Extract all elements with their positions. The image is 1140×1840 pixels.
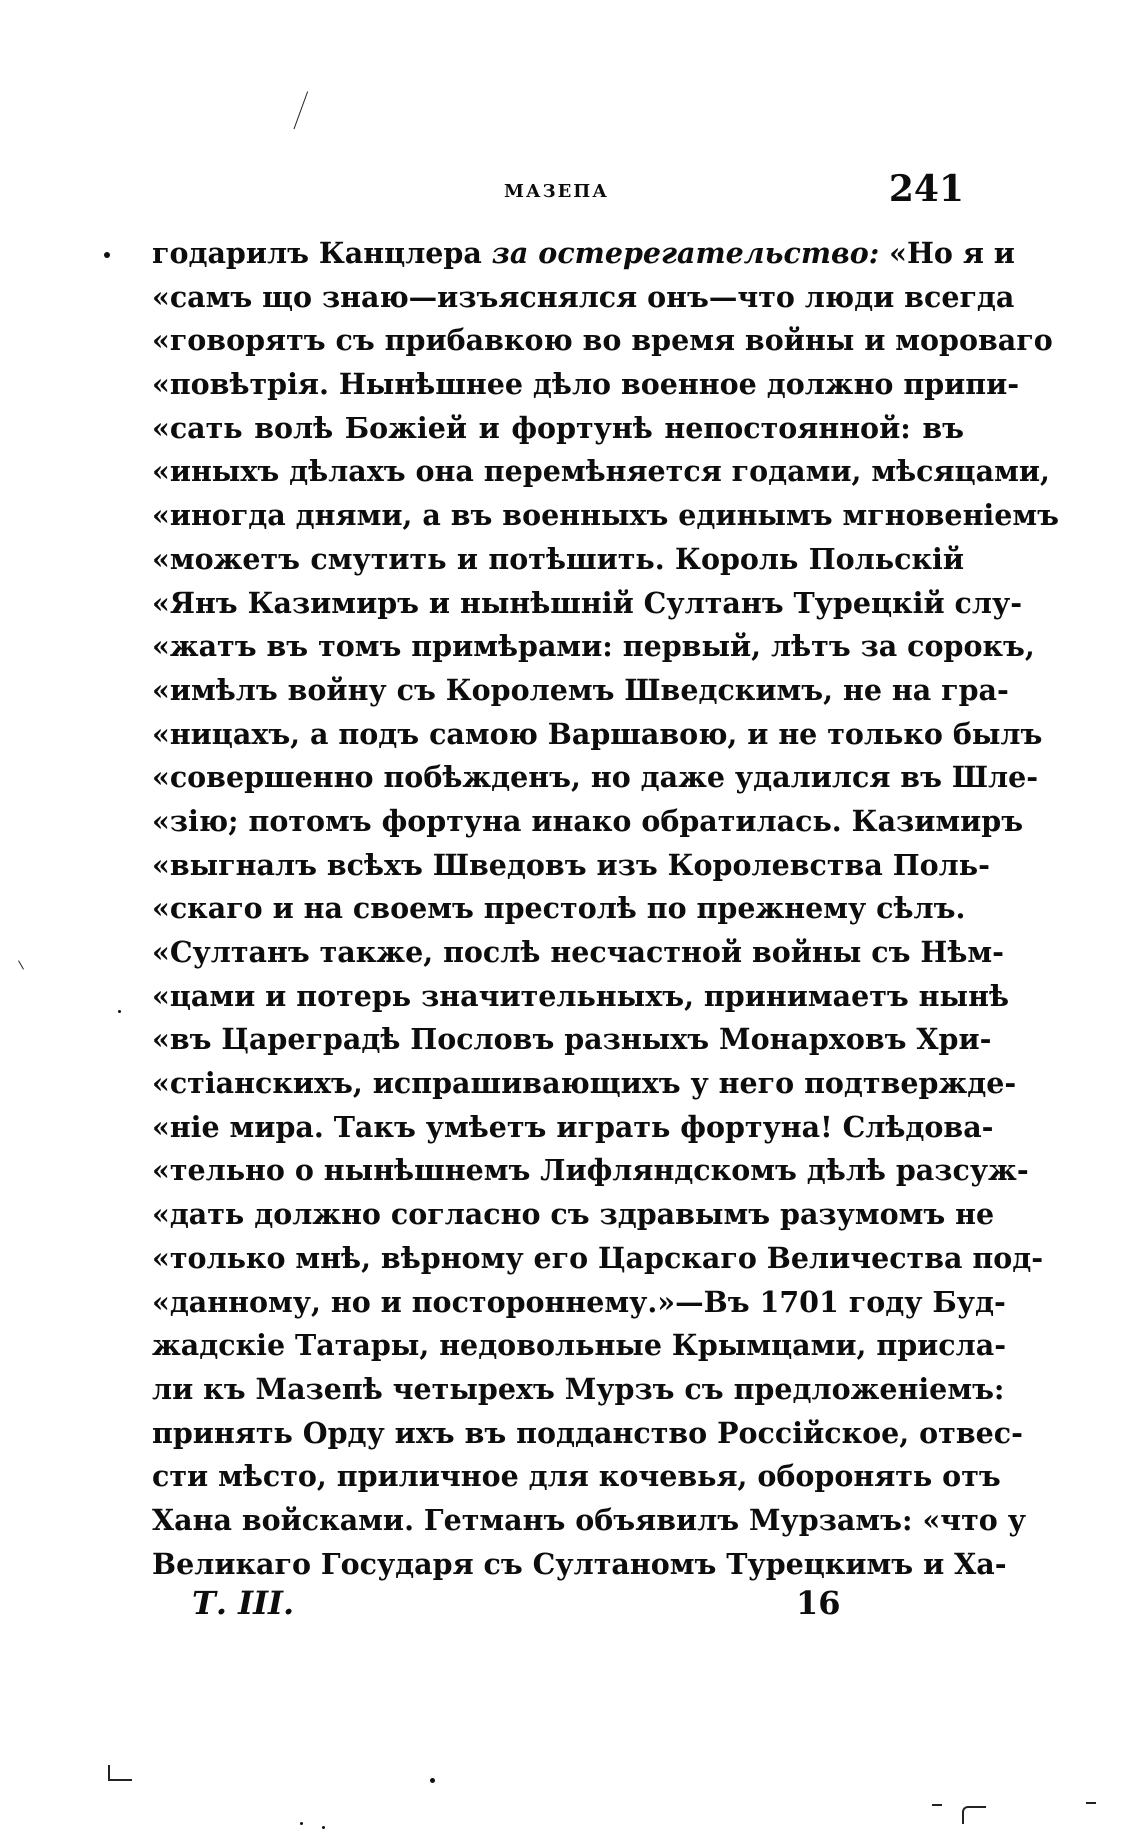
page-number: 241 [888, 168, 964, 210]
volume-label: Т. III. [192, 1584, 295, 1622]
text-line: ли къ Мазепѣ четырехъ Мурзъ съ предложеніемъ: [152, 1371, 1005, 1406]
text-line: «въ Цареградѣ Пословъ разныхъ Монарховъ Хри- [152, 1022, 992, 1057]
text-line: «ницахъ, а подъ самою Варшавою, и не только былъ [152, 716, 1043, 751]
text-line: Хана войсками. Гетманъ объявилъ Мурзамъ: «что у [152, 1502, 1026, 1537]
scan-mark-bottom-right-3 [1086, 1802, 1096, 1805]
text-line: «стіанскихъ, испрашивающихъ у него подтвержде- [152, 1066, 1017, 1101]
scan-speck-bottom-3 [322, 1826, 325, 1829]
scan-speck-bottom-1 [430, 1778, 435, 1783]
scan-mark-bottom-right-1 [932, 1804, 942, 1807]
text-line: «иногда днями, а въ военныхъ единымъ мгновеніемъ [152, 498, 1060, 533]
body-text [152, 232, 1060, 1586]
text-line: «Янъ Казимиръ и нынѣшній Султанъ Турецкій слу- [152, 585, 1023, 620]
text-line: Великаго Государя съ Султаномъ Турецкимъ и Ха- [152, 1546, 1007, 1581]
text-line: «зію; потомъ фортуна инако обратилась. Казимиръ [152, 803, 1024, 838]
text-line: «повѣтрія. Нынѣшнее дѣло военное должно припи- [152, 367, 1020, 402]
text-line: «совершенно побѣжденъ, но даже удалился въ Шле- [152, 760, 1039, 795]
scan-mark-bottom-right-2 [962, 1806, 986, 1824]
text-line: «самъ що знаю—изъяснялся онъ—что люди всегда [152, 279, 1015, 314]
text-line: «скаго и на своемъ престолѣ по прежнему сѣлъ. [152, 891, 966, 926]
scan-mark-bottom-left [108, 1765, 132, 1781]
text-line: «дать должно согласно съ здравымъ разумомъ не [152, 1197, 995, 1232]
text-line: «имѣлъ войну съ Королемъ Шведскимъ, не на гра- [152, 672, 1009, 707]
running-title: мазепа [504, 174, 609, 204]
text-line: «только мнѣ, вѣрному его Царскаго Величества под- [152, 1240, 1044, 1275]
text-line: «сать волѣ Божіей и фортунѣ непостоянной: въ [152, 410, 964, 445]
text-line: «Султанъ также, послѣ несчастной войны съ Нѣм- [152, 935, 1004, 969]
text-line: сти мѣсто, приличное для кочевья, оборонять отъ [152, 1459, 1001, 1494]
text-line: «иныхъ дѣлахъ она перемѣняется годами, мѣсяцами, [152, 454, 1050, 489]
text-line: «ніе мира. Такъ умѣетъ играть фортуна! Слѣдова- [152, 1109, 994, 1144]
signature-mark: 16 [796, 1584, 841, 1622]
text-line: «говорятъ съ прибавкою во время войны и мороваго [152, 323, 1053, 358]
text-line: «жатъ въ томъ примѣрами: первый, лѣтъ за сорокъ, [152, 629, 1035, 664]
text-line: «можетъ смутить и потѣшить. Король Польскій [152, 541, 964, 576]
scan-speck-left-margin [104, 252, 110, 258]
text-line: «выгналъ всѣхъ Шведовъ изъ Королевства Поль- [152, 847, 990, 882]
text-line: жадскіе Татары, недовольные Крымцами, присла- [152, 1328, 1007, 1363]
scan-speck-left-2 [118, 1010, 121, 1013]
text-line: принять Орду ихъ въ подданство Россійское, отвес- [152, 1415, 1023, 1450]
text-line: годарилъ Канцлера за остерегательство: «Но я и [152, 236, 1015, 270]
running-header [152, 168, 964, 212]
text-line: «цами и потерь значительныхъ, принимаетъ нынѣ [152, 978, 1009, 1013]
text-line: «тельно о нынѣшнемъ Лифляндскомъ дѣлѣ разсуж- [152, 1153, 1029, 1188]
scan-mark-left-1 [18, 956, 31, 969]
page-footer [192, 1584, 852, 1628]
scan-speck-bottom-2 [300, 1822, 303, 1825]
scan-mark-top [293, 91, 317, 132]
text-line: «данному, но и постороннему.»—Въ 1701 году Буд- [152, 1284, 1006, 1319]
